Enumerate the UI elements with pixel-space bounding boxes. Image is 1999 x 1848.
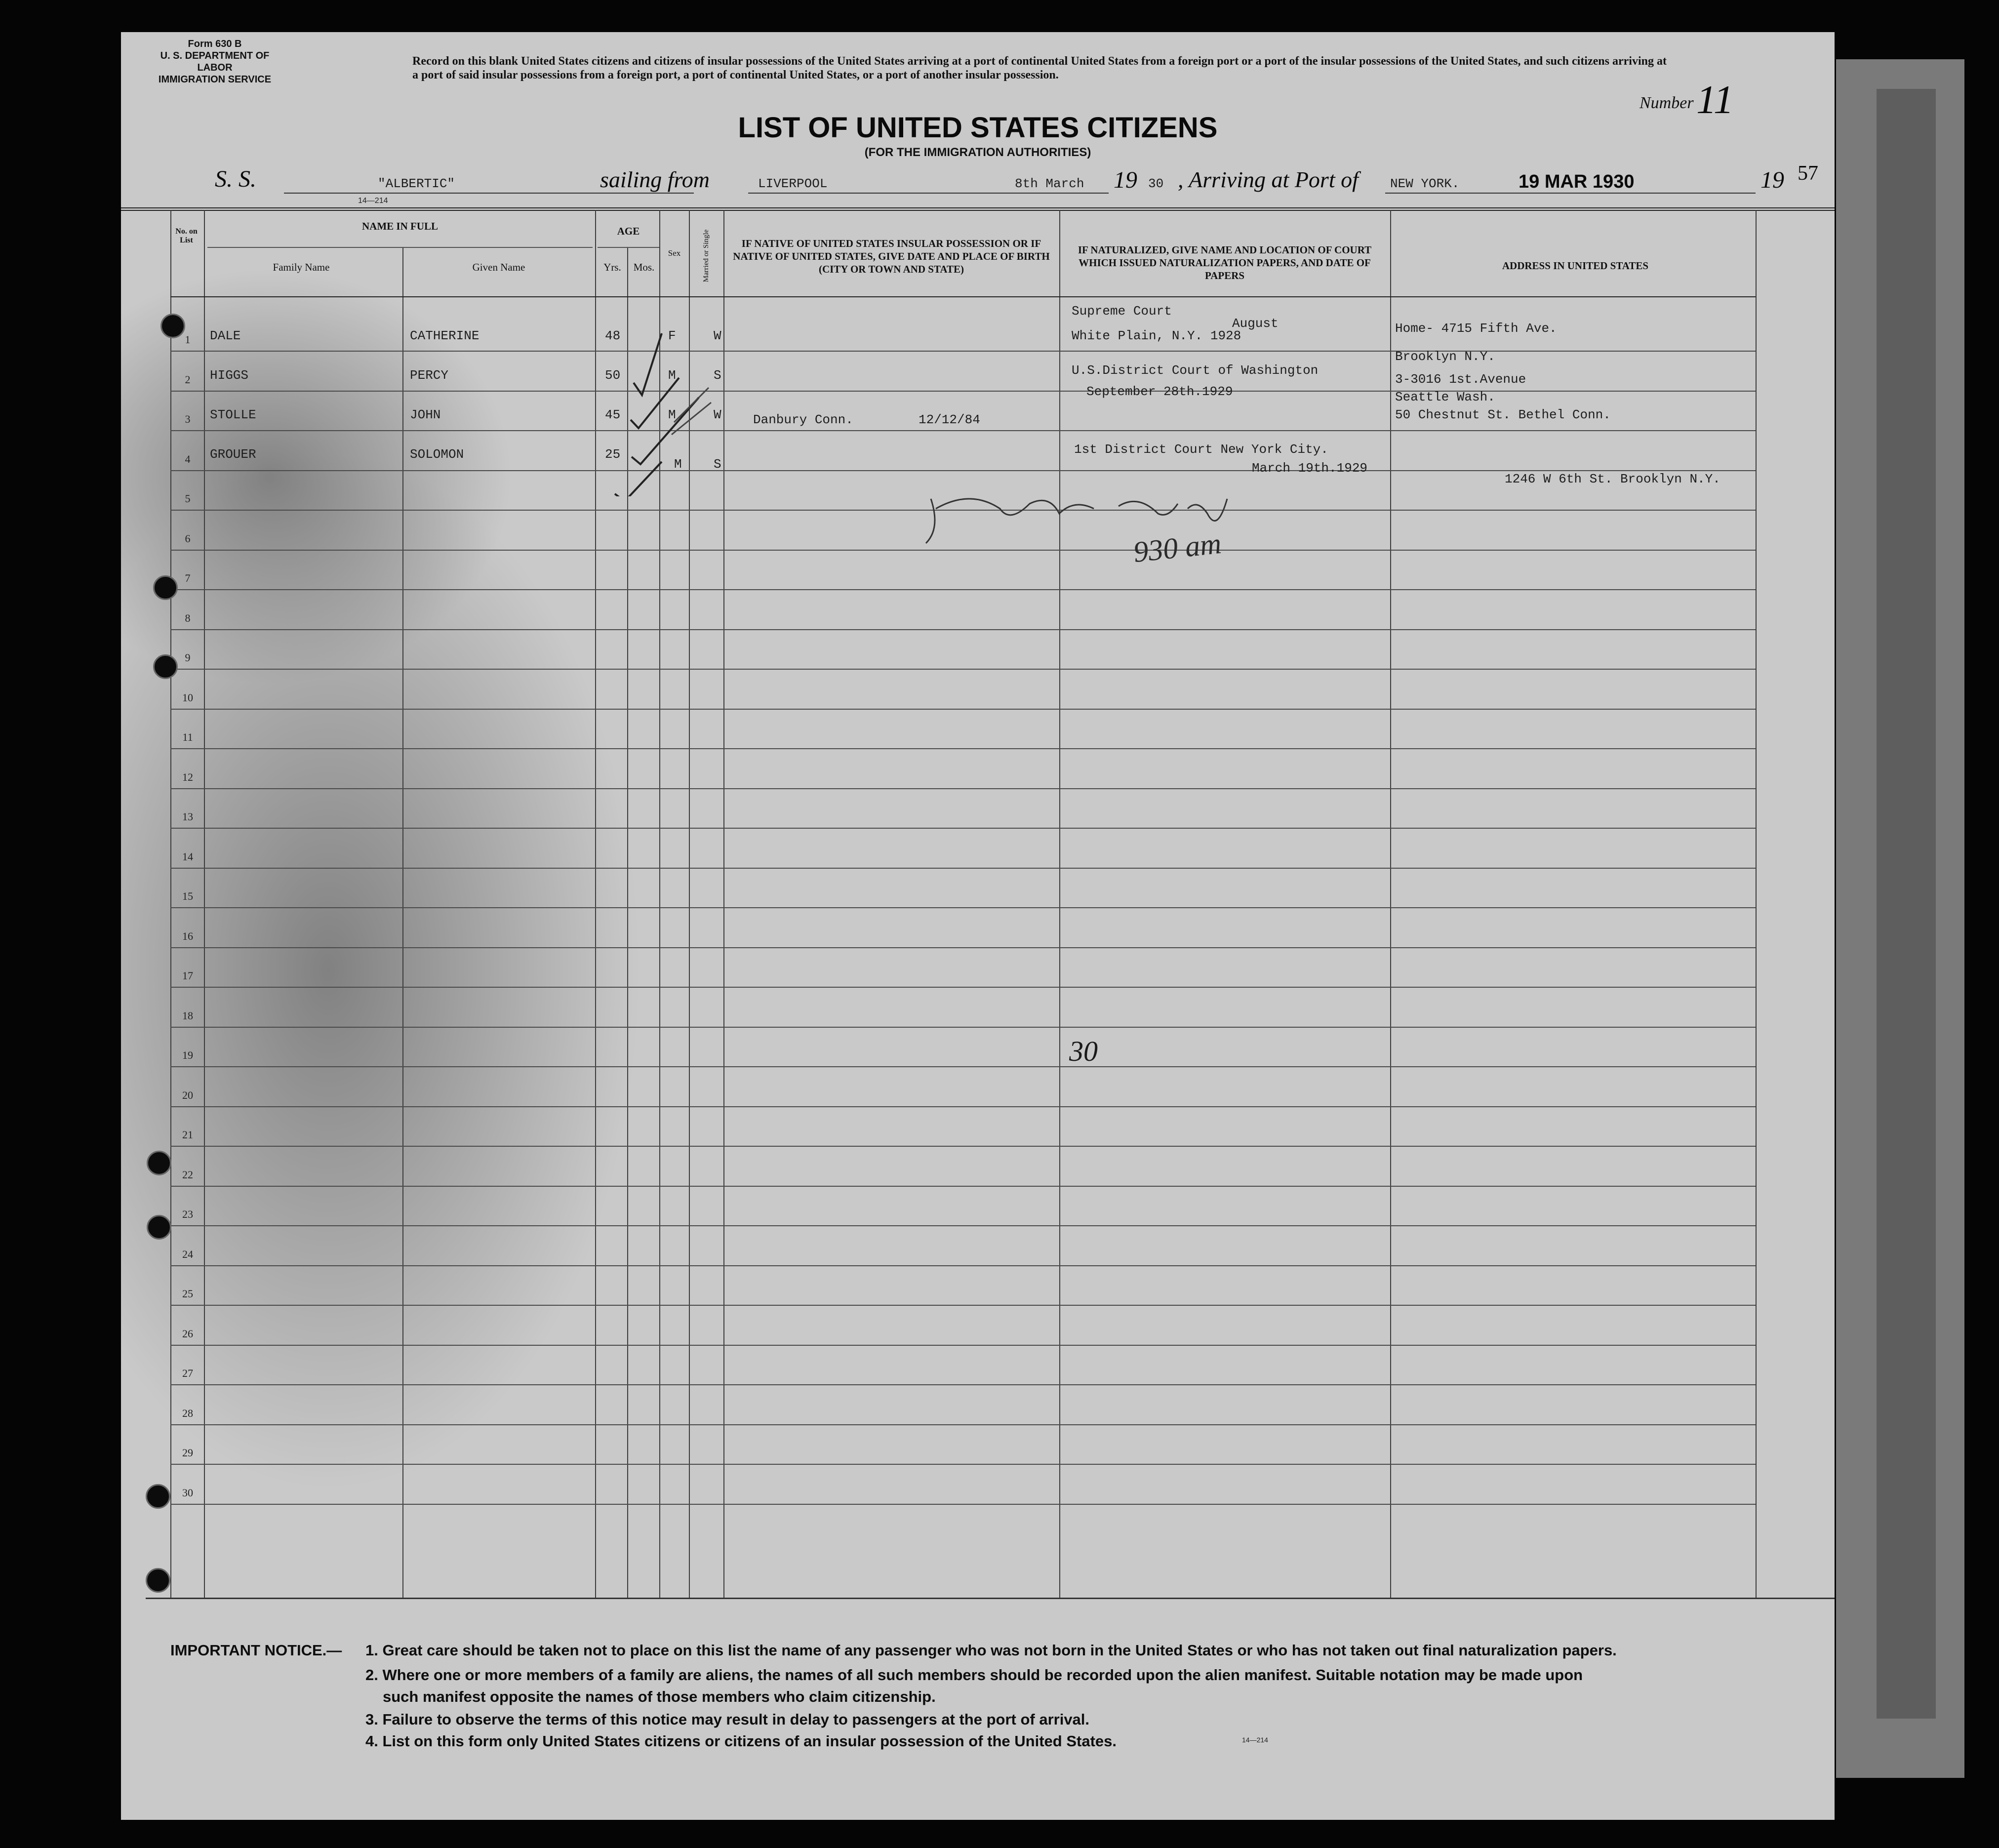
col-mos: Mos. [633, 261, 655, 273]
from-port: LIVERPOOL [758, 176, 828, 191]
year-prefix: 19 [1114, 167, 1137, 193]
number-value: 11 [1696, 77, 1734, 122]
court-line: U.S.District Court of Washington [1072, 363, 1319, 378]
year-suffix: 30 [1148, 176, 1164, 191]
row-rule [170, 907, 1756, 908]
notice-label: IMPORTANT NOTICE.— [170, 1642, 342, 1659]
name-subheader-rule [207, 247, 593, 248]
col-yrs: Yrs. [603, 261, 621, 273]
handwritten-page-count: 30 [1069, 1035, 1098, 1067]
court-line: March 19th.1929 [1252, 461, 1368, 476]
binder-hole [153, 654, 178, 679]
address-line: 1246 W 6th St. Brooklyn N.Y. [1505, 472, 1720, 486]
address-line: 50 Chestnut St. Bethel Conn. [1395, 407, 1611, 422]
marital-status: W [714, 328, 721, 343]
col-line [1059, 210, 1060, 1598]
row-number: 12 [182, 770, 193, 783]
row-number: 30 [182, 1486, 193, 1499]
notice-item-1: 1. Great care should be taken not to place on this list the name of any passenger who was not born in the United States or who has not taken out final naturalization papers. [365, 1642, 1617, 1659]
family-name: GROUER [210, 447, 256, 462]
row-rule [170, 351, 1756, 352]
sail-date: 8th March [1015, 176, 1084, 191]
row-rule [170, 1186, 1756, 1187]
printer-line: 14—214 [358, 197, 388, 205]
manifest-page [121, 32, 1835, 1820]
row-number: 4 [185, 452, 191, 465]
row-number: 11 [182, 731, 193, 743]
row-number: 19 [182, 1049, 193, 1061]
ss-label: S. S. [215, 166, 256, 192]
binder-hole [146, 1484, 170, 1509]
row-rule [170, 629, 1756, 630]
checkmark [631, 378, 679, 428]
col-line [595, 210, 596, 1598]
age-yrs: 50 [605, 368, 621, 383]
marital-status: W [714, 407, 721, 422]
col-native: IF NATIVE OF UNITED STATES INSULAR POSSESSION OR IF NATIVE OF UNITED STATES, GIVE DATE AND PLACE OF BIRTH (CITY OR TOWN AND STATE) [733, 238, 1050, 275]
row-rule [170, 987, 1756, 988]
binder-hole [147, 1215, 171, 1240]
page-subtitle: (FOR THE IMMIGRATION AUTHORITIES) [864, 146, 1091, 159]
marital-status: S [714, 457, 721, 472]
row-rule [170, 1027, 1756, 1028]
row-number: 20 [182, 1088, 193, 1101]
row-number: 5 [185, 492, 191, 505]
marital-status: S [714, 368, 721, 383]
form-id: Form 630 B [188, 39, 242, 49]
row-number: 16 [182, 929, 193, 942]
col-line [1756, 210, 1757, 1598]
form-id-block [158, 38, 272, 85]
row-number: 8 [185, 611, 191, 624]
row-number: 29 [182, 1446, 193, 1459]
record-note: Record on this blank United States citizens and citizens of insular possessions of the United States arriving at a port of continental United States from a foreign port or a port of the insular possessions of the United States, and such citizens arriving at a port of said insular possessions from a foreign port, a port of continental United States, or a port of another insular possession. [412, 55, 1667, 81]
row-rule [170, 1305, 1756, 1306]
page-title: LIST OF UNITED STATES CITIZENS [738, 112, 1218, 144]
court-line: September 28th.1929 [1086, 384, 1233, 399]
given-name: PERCY [410, 368, 449, 383]
row-number: 28 [182, 1406, 193, 1419]
notice-code: 14—214 [1242, 1736, 1268, 1744]
row-number: 26 [182, 1327, 193, 1340]
row-rule [170, 1225, 1756, 1226]
notice-item-3: 3. Failure to observe the terms of this notice may result in delay to passengers at the port of arrival. [365, 1711, 1090, 1728]
col-name-in-full: NAME IN FULL [361, 220, 438, 232]
age-subheader-rule [598, 247, 659, 248]
row-rule [170, 1345, 1756, 1346]
col-line [170, 210, 171, 1598]
row-rule [170, 748, 1756, 749]
col-line [402, 247, 403, 1598]
court-line: Supreme Court [1072, 304, 1172, 319]
sailing-label: sailing from [600, 167, 710, 192]
row-rule [170, 788, 1756, 789]
pencil-stroke [674, 388, 709, 422]
col-naturalized: IF NATURALIZED, GIVE NAME AND LOCATION OF COURT WHICH ISSUED NATURALIZATION PAPERS, AND DATE OF PAPERS [1078, 244, 1372, 281]
row-rule [170, 1265, 1756, 1266]
col-line [204, 210, 205, 1598]
age-yrs: 48 [605, 328, 621, 343]
row-rule [170, 1066, 1756, 1067]
port-underline [1385, 193, 1756, 194]
notice-item-2: 2. Where one or more members of a family are aliens, the names of all such members should be recorded upon the alien manifest. Suitable notation may be made upon [365, 1666, 1583, 1684]
ship-name: "ALBERTIC" [378, 176, 455, 191]
row-rule [170, 1424, 1756, 1425]
binder-hole [153, 575, 178, 600]
address-line: 3-3016 1st.Avenue [1395, 372, 1526, 387]
binder-hole [146, 1568, 170, 1593]
row-rule [170, 391, 1756, 392]
date-underline [1005, 193, 1109, 194]
sex: M [674, 457, 682, 472]
corner-number: 57 [1798, 162, 1818, 185]
sex: F [668, 328, 676, 343]
row-rule [170, 1464, 1756, 1465]
row-rule [170, 1106, 1756, 1107]
row-number: 15 [182, 890, 193, 902]
row-number: 1 [185, 333, 191, 346]
col-no-on-list: No. on List [175, 227, 198, 244]
row-number: 22 [182, 1168, 193, 1181]
address-line: Home- 4715 Fifth Ave. [1395, 321, 1557, 336]
address-line: Seattle Wash. [1395, 390, 1495, 404]
birthplace: Danbury Conn. [753, 412, 853, 427]
row-rule [170, 430, 1756, 431]
age-yrs: 25 [605, 447, 621, 462]
row-number: 21 [182, 1128, 193, 1141]
col-family-name: Family Name [273, 261, 330, 273]
number-label: Number [1639, 94, 1694, 112]
row-number: 17 [182, 969, 193, 982]
row-number: 6 [185, 532, 191, 545]
adjacent-page-shadow [1877, 89, 1936, 1719]
court-line: White Plain, N.Y. 1928 [1072, 328, 1241, 343]
row-number: 3 [185, 413, 191, 425]
row-number: 10 [182, 691, 193, 704]
birth-date: 12/12/84 [919, 412, 980, 427]
notice-item-2-cont: such manifest opposite the names of those members who claim citizenship. [383, 1688, 936, 1705]
row-rule [170, 947, 1756, 948]
row-number: 9 [185, 651, 191, 664]
row-rule [170, 470, 1756, 471]
table-top-rule-2 [121, 210, 1835, 211]
address-line: Brooklyn N.Y. [1395, 349, 1495, 364]
row-number: 14 [182, 850, 193, 863]
court-line: August [1232, 316, 1279, 331]
table-bottom-rule [146, 1598, 1835, 1599]
row-number: 2 [185, 373, 191, 386]
row-rule [170, 709, 1756, 710]
col-address: ADDRESS IN UNITED STATES [1502, 260, 1649, 272]
row-number: 25 [182, 1287, 193, 1300]
family-name: HIGGS [210, 368, 249, 383]
service: IMMIGRATION SERVICE [158, 74, 272, 85]
row-number: 18 [182, 1009, 193, 1022]
binder-hole [147, 1151, 171, 1175]
row-number: 27 [182, 1367, 193, 1379]
col-given-name: Given Name [472, 261, 525, 273]
department: U. S. DEPARTMENT OF LABOR [160, 50, 270, 73]
col-age: AGE [617, 225, 640, 237]
ship-underline [284, 193, 694, 194]
row-rule [170, 669, 1756, 670]
checkmarks [605, 299, 714, 496]
court-line: 1st District Court New York City. [1074, 442, 1328, 457]
sex: M [668, 368, 676, 383]
notice-item-4: 4. List on this form only United States citizens or citizens of an insular possession of the United States. [365, 1732, 1117, 1750]
family-name: STOLLE [210, 407, 256, 422]
row-rule [170, 868, 1756, 869]
row-number: 13 [182, 810, 193, 823]
age-yrs: 45 [605, 407, 621, 422]
given-name: JOHN [410, 407, 441, 422]
family-name: DALE [210, 328, 241, 343]
row-number: 23 [182, 1208, 193, 1220]
row-rule [170, 828, 1756, 829]
row-rule [170, 1504, 1756, 1505]
date-stamp: 19 MAR 1930 [1519, 171, 1635, 192]
handwritten-time: 930 am [1131, 526, 1223, 569]
arrival-port: NEW YORK. [1390, 176, 1460, 191]
given-name: CATHERINE [410, 328, 480, 343]
table-top-rule [121, 207, 1835, 208]
checkmark [634, 333, 662, 395]
col-line [723, 210, 724, 1598]
col-line [1390, 210, 1391, 1598]
binder-hole [160, 314, 185, 338]
row-number: 24 [182, 1247, 193, 1260]
given-name: SOLOMON [410, 447, 464, 462]
header-bottom-rule [170, 296, 1756, 297]
row-rule [170, 1146, 1756, 1147]
checkmark [615, 462, 662, 496]
row-rule [170, 1384, 1756, 1385]
year-prefix-2: 19 [1760, 167, 1784, 193]
row-number: 7 [185, 572, 191, 584]
col-married-single: Married or Single [702, 229, 710, 282]
from-port-underline [748, 193, 1010, 194]
sex: M [668, 407, 676, 422]
arriving-label: , Arriving at Port of [1178, 167, 1359, 192]
col-sex: Sex [668, 248, 681, 258]
